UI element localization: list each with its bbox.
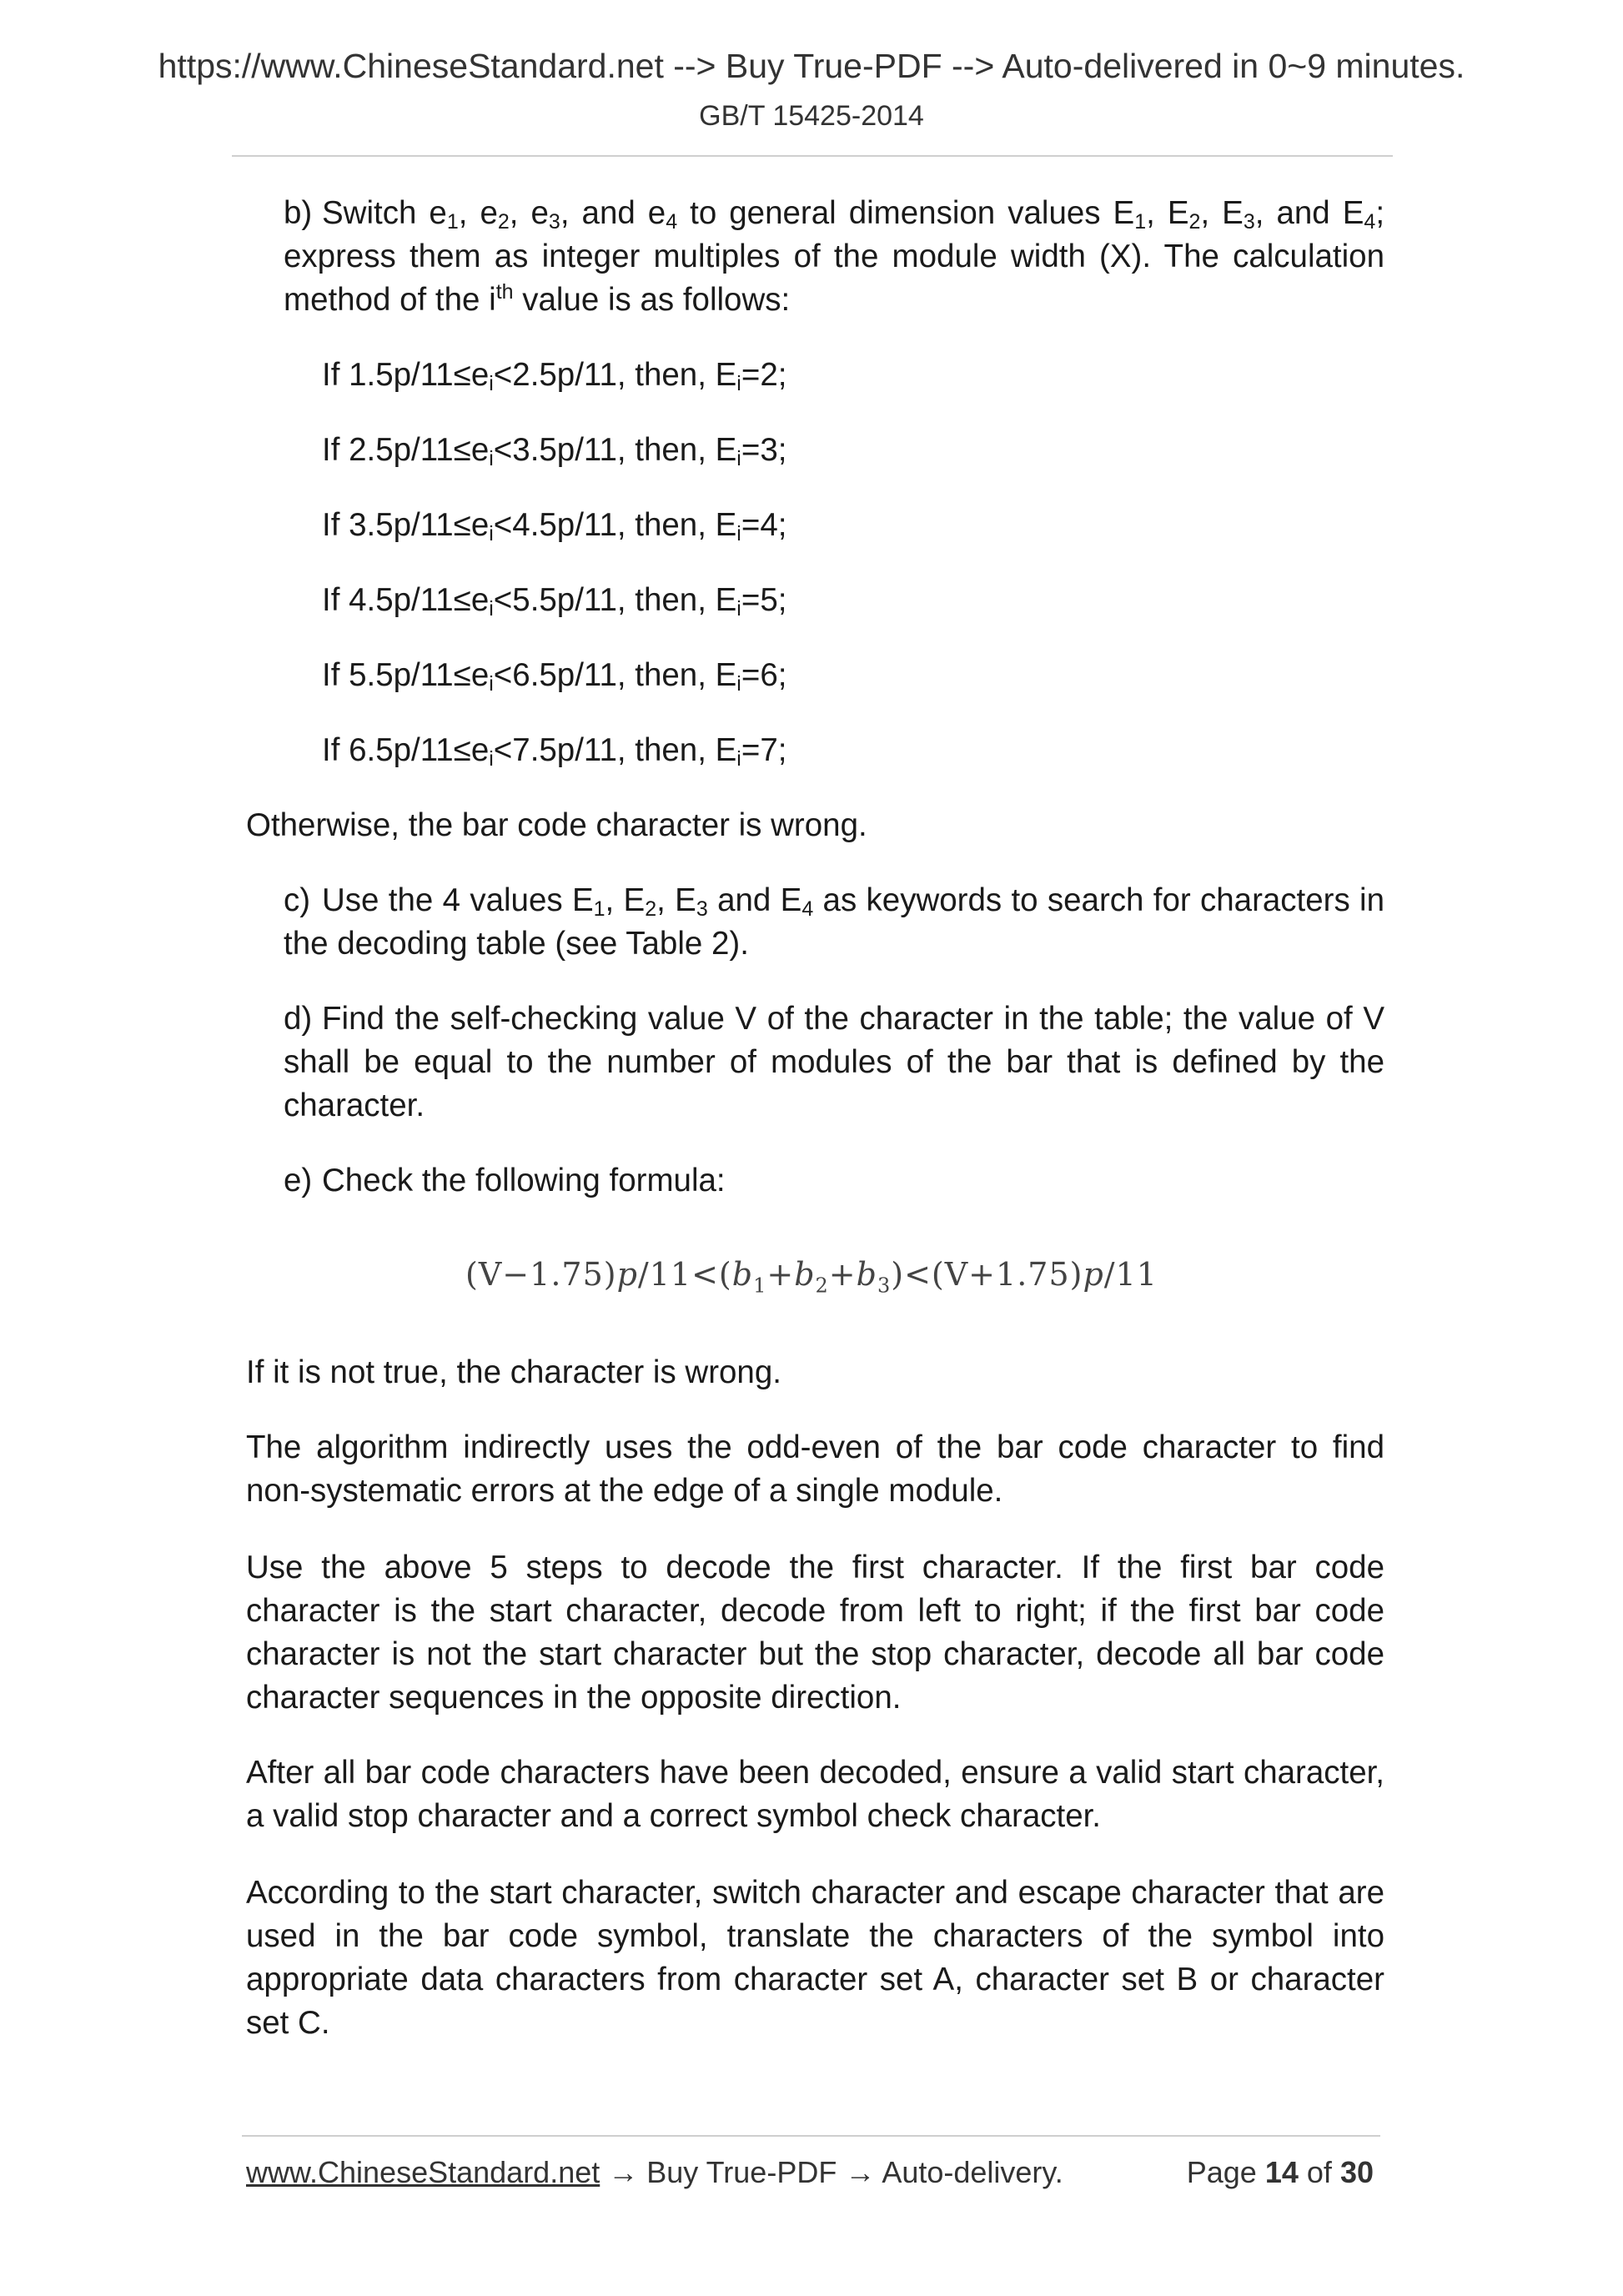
step-b: [284, 192, 1384, 322]
check-formula: $(V-1.75)p/11<(b_1+b_2+b_3)<(V+1.75)p/11$: [465, 1256, 1158, 1298]
footer-divider: [242, 2135, 1380, 2137]
step-b-text: Switch $e_1$, $e_2$, $e_3$, and $e_4$ to general dimension values $E_1$, $E_2$, $E_3$, and $E_4$; express them as integer multiples of the module width (X). The calculation method of the $i^{th}$ value is as follows:: [284, 195, 1385, 318]
step-e-marker: e): [284, 1163, 313, 1198]
step-e: [284, 1159, 1384, 1203]
condition-line: If $2.5p/11\le e_i<3.5p/11$, then, $E_i=3$;: [322, 432, 787, 470]
step-e-text: Check the following formula:: [322, 1163, 726, 1198]
paragraph: After all bar code characters have been decoded, ensure a valid start character, a valid stop character and a correct symbol check character.: [246, 1755, 1384, 1834]
step-c: [284, 879, 1384, 966]
condition-line: If $3.5p/11\le e_i<4.5p/11$, then, $E_i=4$;: [322, 507, 787, 545]
page-number: Page 14 of 30: [1186, 2155, 1374, 2189]
otherwise-text: Otherwise, the bar code character is wrong.: [246, 807, 867, 843]
condition-line: If $4.5p/11\le e_i<5.5p/11$, then, $E_i=5$;: [322, 582, 787, 620]
paragraph: If it is not true, the character is wrong.: [246, 1354, 781, 1390]
step-c-marker: c): [284, 882, 311, 918]
page-footer: [246, 2155, 1374, 2190]
standard-number: GB/T 15425-2014: [699, 100, 924, 132]
footer-site-link[interactable]: www.ChineseStandard.net: [246, 2155, 600, 2189]
footer-tagline: → Buy True-PDF → Auto-delivery.: [600, 2155, 1063, 2189]
step-d: [284, 997, 1384, 1128]
header-divider: [232, 155, 1393, 157]
paragraph: Use the above 5 steps to decode the first character. If the first bar code character is the start character, decode from left to right; if the first bar code character is not the start character but the stop character, decode all bar code character sequences in the opposite direction.: [246, 1550, 1384, 1716]
condition-line: If $6.5p/11\le e_i<7.5p/11$, then, $E_i=7$;: [322, 732, 787, 771]
step-d-text: Find the self-checking value V of the character in the table; the value of V shall be equal to the number of modules of the bar that is defined by the character.: [284, 1001, 1384, 1123]
step-b-marker: b): [284, 195, 313, 231]
header-url-line: https://www.ChineseStandard.net --> Buy True-PDF --> Auto-delivered in 0~9 minutes.: [158, 47, 1465, 85]
paragraph: According to the start character, switch character and escape character that are used in the bar code symbol, translate the characters of the symbol into appropriate data characters from character set A, character set B or character set C.: [246, 1875, 1384, 2041]
paragraph: The algorithm indirectly uses the odd-even of the bar code character to find non-systematic errors at the edge of a single module.: [246, 1429, 1384, 1509]
condition-line: If $1.5p/11\le e_i<2.5p/11$, then, $E_i=2$;: [322, 357, 787, 395]
step-d-marker: d): [284, 1001, 313, 1037]
step-c-text: Use the 4 values $E_1$, $E_2$, $E_3$ and $E_4$ as keywords to search for characters in the decoding table (see Table 2).: [284, 882, 1385, 962]
condition-line: If $5.5p/11\le e_i<6.5p/11$, then, $E_i=6$;: [322, 657, 787, 696]
